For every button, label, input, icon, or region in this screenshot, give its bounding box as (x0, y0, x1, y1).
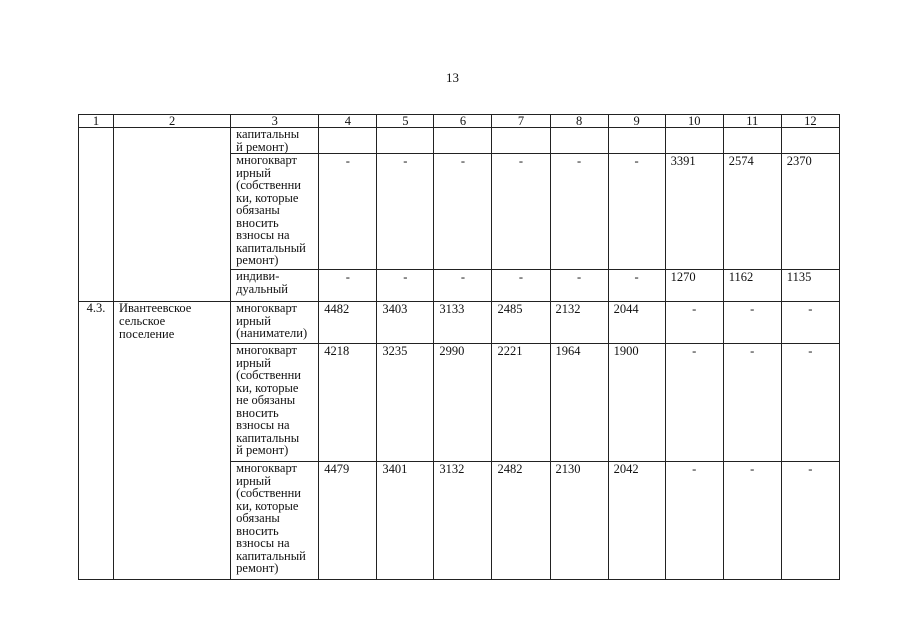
value-cell: 3133 (434, 302, 492, 344)
housing-type-cell: многокварт ирный (собственни ки, которые обязаны вносить взносы на капитальный ремонт) (231, 154, 319, 270)
value-cell: 2370 (781, 154, 839, 270)
value-cell: 4218 (319, 344, 377, 462)
value-cell: 2132 (550, 302, 608, 344)
value-cell: 2221 (492, 344, 550, 462)
value-cell (319, 128, 377, 154)
value-cell: 2574 (723, 154, 781, 270)
housing-type-cell: многокварт ирный (собственни ки, которые обязаны вносить взносы на капитальный ремонт) (231, 462, 319, 580)
table-row (79, 302, 840, 344)
value-cell: - (723, 344, 781, 462)
housing-type-cell: индиви- дуальный (231, 270, 319, 302)
value-cell: 4479 (319, 462, 377, 580)
value-cell: 1135 (781, 270, 839, 302)
col-header: 7 (492, 115, 550, 128)
value-cell (492, 128, 550, 154)
value-cell: 3403 (377, 302, 434, 344)
value-cell: 2044 (608, 302, 665, 344)
value-cell: - (723, 302, 781, 344)
housing-type-cell: многокварт ирный (собственни ки, которые не обязаны вносить взносы на капитальны й ремонт) (231, 344, 319, 462)
col-header: 9 (608, 115, 665, 128)
housing-type-cell: капитальны й ремонт) (231, 128, 319, 154)
value-cell: - (665, 344, 723, 462)
value-cell: - (319, 154, 377, 270)
value-cell: 2482 (492, 462, 550, 580)
col-header: 8 (550, 115, 608, 128)
value-cell: 2485 (492, 302, 550, 344)
value-cell: - (550, 270, 608, 302)
page-number: 13 (446, 70, 459, 85)
col-header: 10 (665, 115, 723, 128)
value-cell: 1270 (665, 270, 723, 302)
index-cell (79, 128, 114, 302)
value-cell: - (434, 154, 492, 270)
col-header: 1 (79, 115, 114, 128)
value-cell: 4482 (319, 302, 377, 344)
value-cell: - (492, 154, 550, 270)
value-cell: - (550, 154, 608, 270)
table-row (79, 128, 840, 154)
col-header: 12 (781, 115, 839, 128)
value-cell: - (781, 462, 839, 580)
value-cell: 3401 (377, 462, 434, 580)
value-cell: 2130 (550, 462, 608, 580)
area-cell (114, 128, 231, 302)
value-cell: 2042 (608, 462, 665, 580)
header-row (79, 115, 840, 128)
col-header: 5 (377, 115, 434, 128)
value-cell: - (434, 270, 492, 302)
col-header: 11 (723, 115, 781, 128)
group-name: Ивантеевское сельское поселение (114, 302, 231, 580)
value-cell: 1162 (723, 270, 781, 302)
value-cell: - (781, 302, 839, 344)
value-cell: - (608, 270, 665, 302)
tariff-table (78, 114, 840, 580)
value-cell (665, 128, 723, 154)
value-cell: 1900 (608, 344, 665, 462)
value-cell: 2990 (434, 344, 492, 462)
value-cell: - (781, 344, 839, 462)
value-cell: - (492, 270, 550, 302)
value-cell: - (665, 302, 723, 344)
col-header: 4 (319, 115, 377, 128)
value-cell: 3132 (434, 462, 492, 580)
value-cell (434, 128, 492, 154)
housing-type-cell: многокварт ирный (наниматели) (231, 302, 319, 344)
col-header: 6 (434, 115, 492, 128)
value-cell: 1964 (550, 344, 608, 462)
value-cell (781, 128, 839, 154)
value-cell (377, 128, 434, 154)
value-cell (723, 128, 781, 154)
value-cell: - (319, 270, 377, 302)
col-header: 3 (231, 115, 319, 128)
value-cell: 3391 (665, 154, 723, 270)
value-cell: - (608, 154, 665, 270)
group-index: 4.3. (79, 302, 114, 580)
value-cell: - (665, 462, 723, 580)
value-cell (608, 128, 665, 154)
value-cell: - (377, 154, 434, 270)
value-cell (550, 128, 608, 154)
value-cell: 3235 (377, 344, 434, 462)
value-cell: - (723, 462, 781, 580)
value-cell: - (377, 270, 434, 302)
col-header: 2 (114, 115, 231, 128)
